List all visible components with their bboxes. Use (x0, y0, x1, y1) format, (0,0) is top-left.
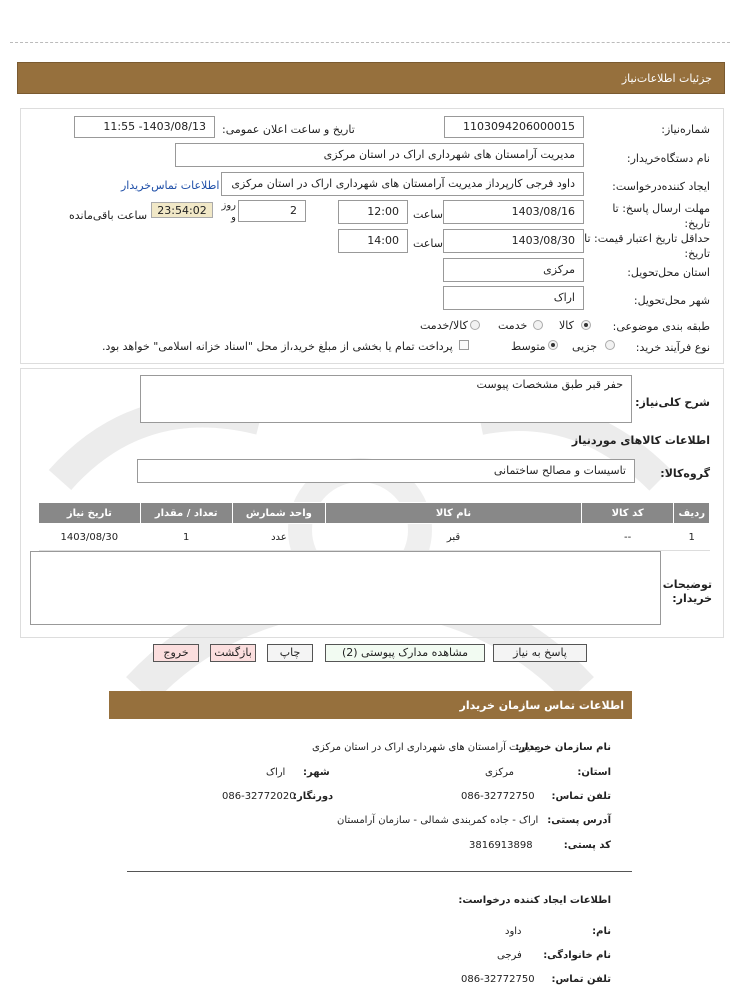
validity-date-field[interactable]: 1403/08/30 (443, 229, 584, 253)
announce-label: تاریخ و ساعت اعلان عمومی: (222, 123, 355, 136)
fax-label: دورنگار: (293, 791, 334, 802)
category-goods-radio[interactable] (581, 320, 591, 330)
group-field[interactable]: تاسیسات و مصالح ساختمانی (137, 459, 635, 483)
items-table-wrap (38, 502, 710, 551)
category-service-label: خدمت (498, 319, 528, 332)
cell-name: قبر (326, 524, 582, 551)
reply-button[interactable]: پاسخ به نیاز (493, 644, 587, 662)
remaining-time-field: 23:54:02 (151, 202, 213, 218)
col-unit: واحد شمارش (232, 503, 325, 524)
contact-title: اطلاعات تماس سازمان خریدار (459, 699, 624, 712)
province-field[interactable]: مرکزی (443, 258, 584, 282)
process-label: نوع فرآیند خرید: (635, 341, 710, 354)
treasury-checkbox[interactable] (459, 340, 469, 350)
postal-value: 3816913898 (469, 840, 533, 851)
validity-time-field[interactable]: 14:00 (338, 229, 408, 253)
buyer-label: نام دستگاه‌خریدار: (626, 152, 710, 165)
deadline-time-field[interactable]: 12:00 (338, 200, 408, 224)
col-name: نام کالا (326, 503, 582, 524)
last-name-value: فرجی (497, 950, 522, 961)
creator-field[interactable]: داود فرجی کارپرداز مدیریت آرامستان های شهرداری اراک در استان مرکزی (221, 172, 584, 196)
treasury-note: پرداخت تمام یا بخشی از مبلغ خرید،از محل "اسناد خزانه اسلامی" خواهد بود. (102, 340, 453, 353)
cell-code: -- (581, 524, 674, 551)
process-minor-radio[interactable] (605, 340, 615, 350)
creator-label: ایجاد کننده‌درخواست: (612, 180, 710, 193)
validity-label: حداقل تاریخ اعتبار قیمت: تا تاریخ: (584, 232, 710, 260)
cell-row: 1 (674, 524, 710, 551)
page-title: جزئیات اطلاعات‌نیاز (621, 72, 712, 85)
category-label: طبقه بندی موضوعی: (612, 320, 710, 333)
print-button[interactable]: چاپ (267, 644, 313, 662)
first-name-label: نام: (592, 926, 611, 937)
deadline-time-label: ساعت (413, 208, 443, 221)
first-name-value: داود (505, 926, 522, 937)
buyer-desc-field[interactable] (30, 551, 661, 625)
group-label: گروه‌کالا: (660, 467, 710, 480)
goods-info-title: اطلاعات کالاهای موردنیاز (571, 434, 710, 447)
org-value: مدیریت آرامستان های شهرداری اراک در استان مرکزی (312, 742, 541, 753)
org-label: نام سازمان خریدار: (515, 742, 611, 753)
phone-c-label: تلفن تماس: (551, 791, 611, 802)
days-field[interactable]: 2 (238, 200, 306, 222)
col-row: ردیف (674, 503, 710, 524)
postal-label: کد پستی: (563, 840, 611, 851)
attachments-button[interactable]: مشاهده مدارک پیوستی (2) (325, 644, 485, 662)
creator-phone-value: 086-32772750 (461, 974, 535, 985)
cell-date: 1403/08/30 (39, 524, 141, 551)
cell-unit: عدد (232, 524, 325, 551)
buyer-desc-label: توضیحات خریدار: (662, 578, 712, 605)
col-qty: تعداد / مقدار (140, 503, 232, 524)
city-c-label: شهر: (303, 767, 330, 778)
province-c-label: استان: (577, 767, 611, 778)
address-value: اراک - جاده کمربندی شمالی - سازمان آرامستان (337, 815, 539, 826)
items-table (38, 502, 710, 551)
province-c-value: مرکزی (485, 767, 514, 778)
col-date: تاریخ نیاز (39, 503, 141, 524)
category-service-radio[interactable] (533, 320, 543, 330)
province-label: استان محل‌تحویل: (627, 266, 710, 279)
process-medium-radio[interactable] (548, 340, 558, 350)
category-both-radio[interactable] (470, 320, 480, 330)
buyer-field[interactable]: مدیریت آرامستان های شهرداری اراک در استان مرکزی (175, 143, 584, 167)
announce-field[interactable]: 1403/08/13- 11:55 (74, 116, 215, 138)
address-label: آدرس پستی: (547, 815, 611, 826)
contact-info-link[interactable]: اطلاعات تماس‌خریدار (121, 179, 220, 192)
creator-phone-label: تلفن تماس: (551, 974, 611, 985)
deadline-label: مهلت ارسال پاسخ: تا تاریخ: (612, 202, 710, 230)
city-label: شهر محل‌تحویل: (633, 294, 710, 307)
city-field[interactable]: اراک (443, 286, 584, 310)
category-goods-label: کالا (559, 319, 574, 332)
summary-label: شرح کلی‌نیاز: (635, 396, 710, 409)
items-header-row (39, 503, 710, 524)
deadline-date-field[interactable]: 1403/08/16 (443, 200, 584, 224)
remaining-label: ساعت باقی‌مانده (69, 209, 148, 222)
top-divider (10, 42, 730, 43)
need-no-label: شماره‌نیاز: (661, 123, 710, 136)
summary-field[interactable]: حفر قبر طبق مشخصات پیوست (140, 375, 632, 423)
table-row[interactable] (39, 524, 710, 551)
category-both-label: کالا/خدمت (420, 319, 468, 332)
col-code: کد کالا (581, 503, 674, 524)
page-header (17, 62, 725, 94)
phone-c-value: 086-32772750 (461, 791, 535, 802)
exit-button[interactable]: خروج (153, 644, 199, 662)
back-button[interactable]: بازگشت (210, 644, 256, 662)
validity-time-label: ساعت (413, 237, 443, 250)
city-c-value: اراک (266, 767, 286, 778)
process-minor-label: جزیی (572, 340, 598, 353)
contact-header (109, 691, 632, 719)
cell-qty: 1 (140, 524, 232, 551)
need-no-field[interactable]: 1103094206000015 (444, 116, 584, 138)
contact-divider (127, 871, 632, 872)
process-medium-label: متوسط (511, 340, 546, 353)
creator-info-title: اطلاعات ایجاد کننده درخواست: (458, 895, 611, 906)
fax-value: 086-32772020 (222, 791, 296, 802)
last-name-label: نام خانوادگی: (543, 950, 611, 961)
day-label: روز و (221, 200, 236, 223)
